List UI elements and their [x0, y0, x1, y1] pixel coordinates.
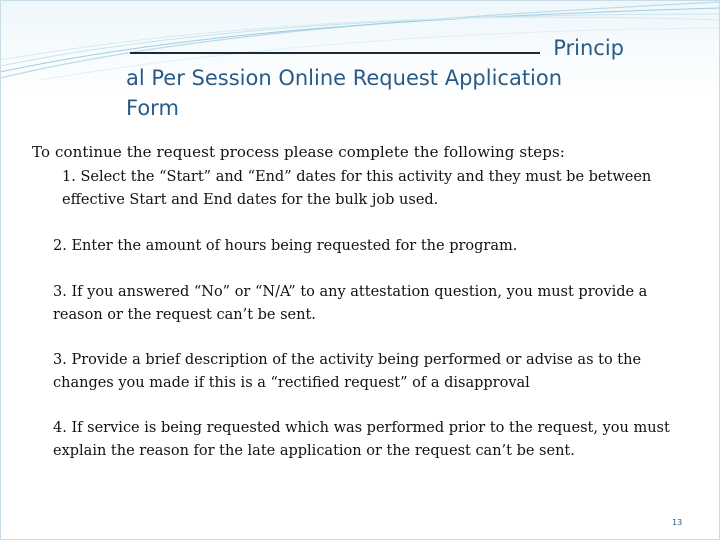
step-item: [53, 349, 693, 395]
step-item: [53, 417, 693, 463]
step-text: If you answered “No” or “N/A” to any attestation question, you must provide a reason or the request can’t be sent.: [53, 284, 648, 323]
page-number: 13: [672, 518, 683, 527]
step-item: [53, 166, 702, 212]
step-text: Enter the amount of hours being requested for the program.: [71, 238, 518, 254]
step-number: 4.: [53, 420, 67, 436]
step-item: [53, 235, 693, 258]
step-text: Provide a brief description of the activity being performed or advise as to the changes you made if this is a “rectified request” of a disapproval: [53, 352, 642, 391]
page-title: [126, 33, 626, 123]
step-text: Select the “Start” and “End” dates for this activity and they must be between effective Start and End dates for the bulk job used.: [62, 169, 652, 208]
step-item: [53, 281, 693, 327]
step-number: 2.: [53, 238, 67, 254]
title-line-1: Princip: [553, 36, 624, 60]
title-line-3: Form: [126, 96, 179, 120]
title-line-2: al Per Session Online Request Application: [126, 66, 563, 90]
step-text: If service is being requested which was performed prior to the request, you must explain the reason for the late application or the request can’t be sent.: [53, 420, 670, 459]
step-number: 3.: [53, 284, 67, 300]
step-number: 1.: [62, 169, 76, 185]
intro-text: To continue the request process please complete the following steps:: [32, 143, 565, 161]
step-number: 3.: [53, 352, 67, 368]
